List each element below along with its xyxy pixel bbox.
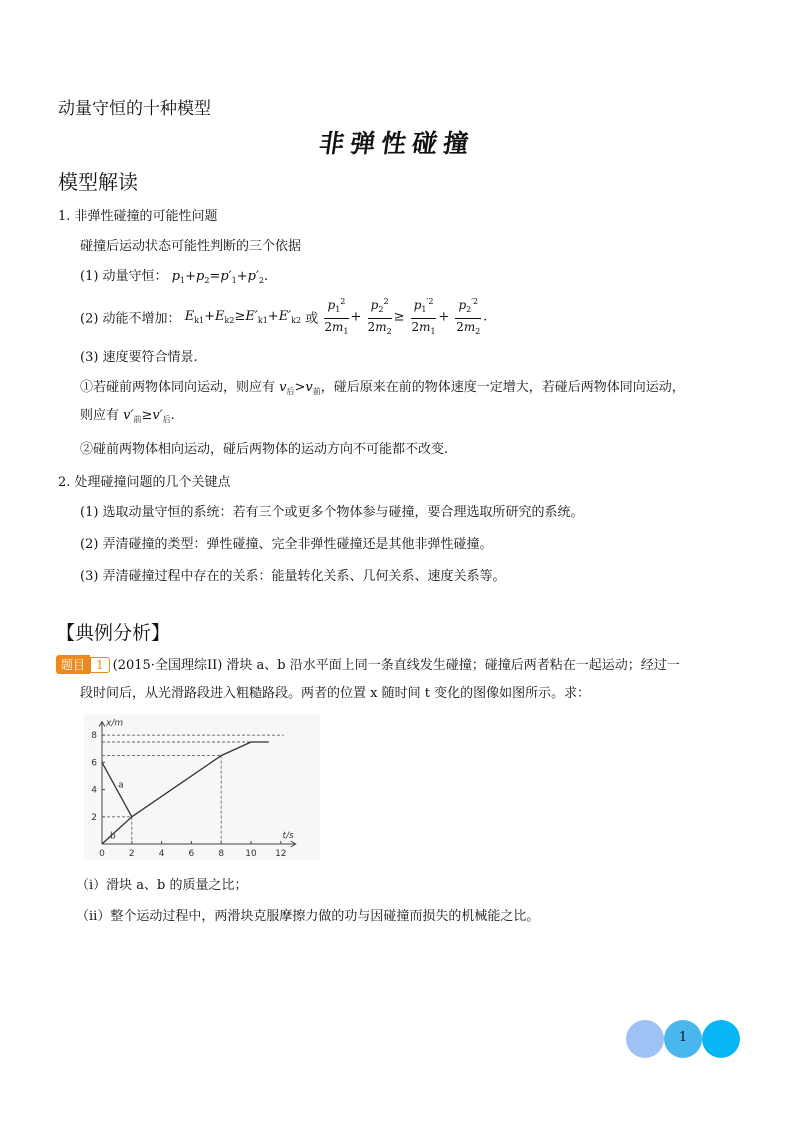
rule-1-line-1	[80, 376, 685, 397]
item-3: (3) 速度要符合情景.	[80, 350, 198, 365]
y-tick-label: 6	[91, 758, 97, 769]
sub-question-1: （i）滑块 a、b 的质量之比；	[76, 878, 248, 893]
rule-1-text-c: 则应有	[80, 408, 120, 423]
y-tick-label: 8	[91, 731, 97, 742]
question-line-2: 段时间后，从光滑路段进入粗糙路段。两者的位置 x 随时间 t 变化的图像如图所示。求：	[80, 686, 591, 701]
fraction-p1-prime: $\frac{p_1^{'2}}{2m_1}$	[411, 294, 437, 340]
page-circle-left	[626, 1020, 664, 1058]
energy-formula: $E_{k1}+E_{k2}\ge E'_{k1}+E'_{k2}$	[184, 309, 302, 325]
section-heading: 模型解读	[58, 170, 138, 194]
point-1-title: 1. 非弹性碰撞的可能性问题	[58, 209, 218, 224]
key-point-2: (2) 弄清碰撞的类型：弹性碰撞、完全非弹性碰撞还是其他非弹性碰撞。	[80, 537, 493, 552]
rule-1-line-2	[80, 404, 175, 425]
x-axis-label: t/s	[282, 831, 294, 841]
x-tick-label: 0	[99, 849, 105, 859]
velocity-inequality-2: $v'_前\ge v'_后$.	[123, 408, 175, 424]
page-number: 1	[678, 1030, 688, 1045]
question-line-1	[56, 654, 680, 674]
rule-1-text-a: ①若碰前两物体同向运动，则应有	[80, 380, 276, 395]
rule-2: ②碰前两物体相向运动，碰后两物体的运动方向不可能都不改变.	[80, 442, 449, 457]
x-tick-label: 8	[218, 849, 225, 859]
x-tick-label: 12	[275, 849, 287, 859]
series-label-b: b	[110, 831, 116, 842]
momentum-formula: $p_1+p_2=p'_1+p'_2$.	[171, 269, 269, 285]
point-1-subtitle: 碰撞后运动状态可能性判断的三个依据	[80, 239, 302, 254]
velocity-inequality-1: $v_后>v_前$	[279, 380, 321, 396]
fraction-p1: $\frac{p_1^2}{2m_1}$	[324, 294, 348, 340]
question-text-1: (2015·全国理综II) 滑块 a、b 沿水平面上同一条直线发生碰撞；碰撞后两者粘在一起运动；经过一	[112, 658, 680, 673]
rule-1-text-b: ，碰后原来在前的物体速度一定增大，若碰后两物体同向运动，	[320, 380, 685, 395]
page-circle-right	[702, 1020, 740, 1058]
x-tick-label: 6	[188, 849, 195, 859]
y-tick-label: 2	[91, 812, 97, 823]
y-tick-label: 4	[91, 785, 97, 796]
momentum-conservation-line	[80, 265, 268, 285]
item-2-label: (2) 动能不增加：	[80, 311, 181, 327]
item-1-label: (1) 动量守恒：	[80, 269, 168, 284]
key-point-3: (3) 弄清碰撞过程中存在的关系：能量转化关系、几何关系、速度关系等。	[80, 569, 506, 584]
page-title: 非弹性碰撞	[317, 129, 477, 158]
kinetic-energy-line: (2) 动能不增加： $E_{k1}+E_{k2}\ge E'_{k1}+E'_{k2}$ 或 $\frac{p_1^2}{2m_1}$ + $\frac{p_2^2}{2m_2}$ ≥ $\frac{p_1^{'2}}{2m_1}$ + $\frac{p_2^{'2}}{2m_2}$ .	[80, 294, 487, 340]
series-title: 动量守恒的十种模型	[58, 99, 211, 119]
analysis-heading: 【典例分析】	[56, 622, 171, 644]
fraction-p2: $\frac{p_2^2}{2m_2}$	[368, 294, 392, 340]
point-2-title: 2. 处理碰撞问题的几个关键点	[58, 475, 231, 490]
y-axis-label: x/m	[106, 718, 124, 729]
key-point-1: (1) 选取动量守恒的系统：若有三个或更多个物体参与碰撞，要合理选取所研究的系统。	[80, 505, 584, 520]
x-tick-label: 2	[128, 849, 135, 859]
page-number-badge	[626, 1018, 740, 1060]
question-number: 1	[90, 657, 110, 673]
series-label-a: a	[118, 780, 124, 791]
x-tick-label: 10	[245, 849, 257, 859]
position-time-chart	[84, 714, 320, 860]
sub-question-2: （ii）整个运动过程中，两滑块克服摩擦力做的功与因碰撞而损失的机械能之比。	[76, 909, 540, 924]
fraction-p2-prime: $\frac{p_2^{'2}}{2m_2}$	[455, 294, 481, 340]
question-badge: 题目	[56, 655, 90, 674]
x-tick-label: 4	[158, 849, 165, 859]
or-word: 或	[305, 311, 319, 327]
